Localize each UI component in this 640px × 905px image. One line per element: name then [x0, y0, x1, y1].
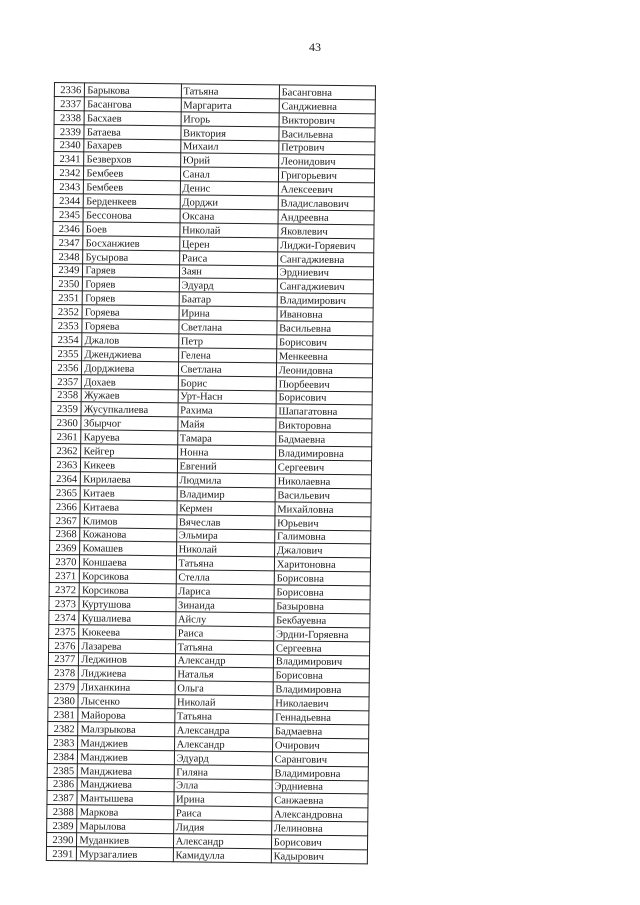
last-name-cell: Корсикова: [79, 583, 175, 598]
patronymic-cell: Алексеевич: [278, 182, 374, 197]
first-name-cell: Стелла: [176, 570, 274, 585]
row-number-cell: 2381: [48, 708, 79, 722]
first-name-cell: Гиляна: [174, 764, 272, 779]
last-name-cell: Мурзагалиев: [77, 847, 173, 862]
last-name-cell: Китаев: [81, 486, 177, 501]
last-name-cell: Горяева: [82, 319, 178, 334]
row-number-cell: 2344: [53, 194, 84, 208]
patronymic-cell: Михайловна: [275, 502, 371, 517]
first-name-cell: Виктория: [180, 126, 278, 141]
names-table: [46, 82, 376, 864]
first-name-cell: Майя: [177, 417, 275, 432]
row-number-cell: 2372: [49, 583, 80, 597]
last-name-cell: Лиджиева: [79, 666, 175, 681]
last-name-cell: Жусупкалиева: [81, 402, 177, 417]
patronymic-cell: Владимировна: [272, 765, 368, 780]
row-number-cell: 2386: [47, 777, 78, 791]
row-number-cell: 2338: [54, 110, 85, 124]
last-name-cell: Дохаев: [82, 375, 178, 390]
first-name-cell: Дорджи: [180, 195, 278, 210]
patronymic-cell: Кадырович: [271, 849, 367, 864]
first-name-cell: Александр: [174, 737, 272, 752]
first-name-cell: Светлана: [178, 320, 276, 335]
first-name-cell: Александра: [174, 723, 272, 738]
row-number-cell: 2376: [49, 638, 80, 652]
patronymic-cell: Эрдни-Горяевна: [273, 627, 369, 642]
first-name-cell: Денис: [180, 181, 278, 196]
patronymic-cell: Галимовна: [274, 529, 370, 544]
first-name-cell: Нонна: [177, 445, 275, 460]
first-name-cell: Светлана: [178, 362, 276, 377]
last-name-cell: Манджиева: [77, 777, 173, 792]
last-name-cell: Горяева: [82, 305, 178, 320]
row-number-cell: 2380: [48, 694, 79, 708]
first-name-cell: Санал: [180, 167, 278, 182]
patronymic-cell: Шапагатовна: [276, 404, 372, 419]
patronymic-cell: Борисович: [276, 335, 372, 350]
patronymic-cell: Басанговна: [279, 85, 375, 100]
row-number-cell: 2368: [50, 527, 81, 541]
last-name-cell: Кюкеева: [79, 625, 175, 640]
patronymic-cell: Борисович: [276, 390, 372, 405]
first-name-cell: Рахима: [178, 403, 276, 418]
last-name-cell: Лысенко: [78, 694, 174, 709]
first-name-cell: Оксана: [180, 209, 278, 224]
last-name-cell: Манджиев: [78, 750, 174, 765]
first-name-cell: Церен: [179, 237, 277, 252]
last-name-cell: Маркова: [77, 805, 173, 820]
patronymic-cell: Лиджи-Горяевич: [278, 238, 374, 253]
last-name-cell: Бессонова: [83, 208, 179, 223]
row-number-cell: 2370: [49, 555, 80, 569]
row-number-cell: 2355: [52, 346, 83, 360]
row-number-cell: 2351: [52, 291, 83, 305]
first-name-cell: Игорь: [181, 112, 279, 127]
patronymic-cell: Викторовна: [276, 418, 372, 433]
row-number-cell: 2354: [52, 333, 83, 347]
patronymic-cell: Эрдниевна: [272, 779, 368, 794]
first-name-cell: Камидулла: [173, 848, 271, 863]
row-number-cell: 2348: [53, 249, 84, 263]
patronymic-cell: Сергеевич: [275, 460, 371, 475]
patronymic-cell: Владимировна: [275, 446, 371, 461]
patronymic-cell: Санжаевна: [272, 793, 368, 808]
last-name-cell: Манджиев: [78, 736, 174, 751]
last-name-cell: Дорджиева: [82, 361, 178, 376]
row-number-cell: 2343: [53, 180, 84, 194]
patronymic-cell: Борисович: [271, 835, 367, 850]
last-name-cell: Бембеев: [84, 166, 180, 181]
last-name-cell: Басангова: [85, 97, 181, 112]
first-name-cell: Владимир: [177, 487, 275, 502]
last-name-cell: Муданкиев: [77, 833, 173, 848]
first-name-cell: Раиса: [179, 251, 277, 266]
first-name-cell: Александр: [173, 834, 271, 849]
last-name-cell: Жужаев: [82, 388, 178, 403]
first-name-cell: Вячеслав: [176, 514, 274, 529]
names-table-wrapper: [46, 82, 376, 864]
first-name-cell: Юрий: [180, 153, 278, 168]
last-name-cell: Коншаева: [80, 555, 176, 570]
last-name-cell: Манджиева: [78, 763, 174, 778]
last-name-cell: Комашев: [80, 541, 176, 556]
first-name-cell: Николай: [175, 695, 273, 710]
last-name-cell: Дженджиева: [82, 347, 178, 362]
last-name-cell: Майорова: [78, 708, 174, 723]
patronymic-cell: Очирович: [272, 738, 368, 753]
patronymic-cell: Бадмаевна: [272, 724, 368, 739]
last-name-cell: Климов: [80, 513, 176, 528]
first-name-cell: Заян: [179, 264, 277, 279]
patronymic-cell: Юрьевич: [275, 515, 371, 530]
row-number-cell: 2349: [52, 263, 83, 277]
last-name-cell: Китаева: [80, 500, 176, 515]
row-number-cell: 2363: [50, 458, 81, 472]
first-name-cell: Лидия: [173, 820, 271, 835]
row-number-cell: 2342: [53, 166, 84, 180]
last-name-cell: Босханжиев: [83, 236, 179, 251]
patronymic-cell: Владимирович: [273, 654, 369, 669]
last-name-cell: Джалов: [82, 333, 178, 348]
first-name-cell: Николай: [179, 223, 277, 238]
patronymic-cell: Харитоновна: [274, 557, 370, 572]
patronymic-cell: Менкеевна: [276, 349, 372, 364]
row-number-cell: 2378: [48, 666, 79, 680]
patronymic-cell: Васильевич: [275, 488, 371, 503]
row-number-cell: 2365: [50, 485, 81, 499]
last-name-cell: Батаева: [84, 124, 180, 139]
row-number-cell: 2371: [49, 569, 80, 583]
first-name-cell: Кермен: [177, 501, 275, 516]
row-number-cell: 2387: [47, 791, 78, 805]
row-number-cell: 2352: [52, 305, 83, 319]
patronymic-cell: Васильевна: [277, 321, 373, 336]
patronymic-cell: Яковлевич: [278, 224, 374, 239]
last-name-cell: Боев: [83, 222, 179, 237]
first-name-cell: Татьяна: [175, 639, 273, 654]
row-number-cell: 2391: [46, 846, 77, 860]
patronymic-cell: Бекбауевна: [274, 613, 370, 628]
patronymic-cell: Владиславович: [278, 196, 374, 211]
row-number-cell: 2389: [47, 819, 78, 833]
row-number-cell: 2373: [49, 596, 80, 610]
page-number: 43: [309, 40, 321, 54]
patronymic-cell: Базыровна: [274, 599, 370, 614]
first-name-cell: Татьяна: [176, 556, 274, 571]
row-number-cell: 2388: [47, 805, 78, 819]
patronymic-cell: Сарангович: [272, 752, 368, 767]
last-name-cell: Горяев: [83, 291, 179, 306]
table-body: [46, 83, 375, 864]
last-name-cell: Малзрыкова: [78, 722, 174, 737]
patronymic-cell: Борисовна: [274, 585, 370, 600]
row-number-cell: 2382: [48, 721, 79, 735]
first-name-cell: Ирина: [179, 306, 277, 321]
row-number-cell: 2361: [51, 430, 82, 444]
row-number-cell: 2379: [48, 680, 79, 694]
row-number-cell: 2356: [51, 360, 82, 374]
last-name-cell: Бембеев: [84, 180, 180, 195]
last-name-cell: Кикеев: [81, 458, 177, 473]
last-name-cell: Леджинов: [79, 652, 175, 667]
last-name-cell: Лазарева: [79, 638, 175, 653]
patronymic-cell: Санджиевна: [279, 99, 375, 114]
first-name-cell: Тамара: [177, 431, 275, 446]
row-number-cell: 2383: [48, 735, 79, 749]
row-number-cell: 2384: [47, 749, 78, 763]
patronymic-cell: Сангаджиевна: [277, 252, 373, 267]
last-name-cell: Кожанова: [80, 527, 176, 542]
row-number-cell: 2336: [54, 83, 85, 97]
last-name-cell: Берденкеев: [84, 194, 180, 209]
row-number-cell: 2337: [54, 96, 85, 110]
patronymic-cell: Владимирович: [277, 293, 373, 308]
row-number-cell: 2375: [49, 624, 80, 638]
row-number-cell: 2340: [54, 138, 85, 152]
last-name-cell: Марылова: [77, 819, 173, 834]
first-name-cell: Евгений: [177, 459, 275, 474]
patronymic-cell: Леонидовна: [276, 363, 372, 378]
first-name-cell: Ольга: [175, 681, 273, 696]
row-number-cell: 2374: [49, 610, 80, 624]
row-number-cell: 2366: [50, 499, 81, 513]
row-number-cell: 2347: [53, 235, 84, 249]
patronymic-cell: Лелиновна: [271, 821, 367, 836]
patronymic-cell: Николаевна: [275, 474, 371, 489]
last-name-cell: Гаряев: [83, 263, 179, 278]
row-number-cell: 2353: [52, 319, 83, 333]
row-number-cell: 2377: [48, 652, 79, 666]
first-name-cell: Петр: [178, 334, 276, 349]
last-name-cell: Корсикова: [80, 569, 176, 584]
patronymic-cell: Эрдниевич: [277, 265, 373, 280]
row-number-cell: 2358: [51, 388, 82, 402]
row-number-cell: 2345: [53, 208, 84, 222]
last-name-cell: Барыкова: [85, 83, 181, 98]
first-name-cell: Айслу: [175, 612, 273, 627]
row-number-cell: 2350: [52, 277, 83, 291]
first-name-cell: Эдуард: [174, 751, 272, 766]
first-name-cell: Михаил: [180, 139, 278, 154]
patronymic-cell: Васильевна: [279, 127, 375, 142]
first-name-cell: Урт-Насн: [178, 389, 276, 404]
table-row: [46, 846, 367, 863]
last-name-cell: Куртушова: [79, 597, 175, 612]
row-number-cell: 2364: [50, 471, 81, 485]
last-name-cell: Горяев: [83, 277, 179, 292]
first-name-cell: Николай: [176, 542, 274, 557]
patronymic-cell: Ивановна: [277, 307, 373, 322]
patronymic-cell: Владимировна: [273, 682, 369, 697]
patronymic-cell: Борисовна: [273, 668, 369, 683]
first-name-cell: Зинаида: [176, 598, 274, 613]
patronymic-cell: Джалович: [274, 543, 370, 558]
last-name-cell: Безверхов: [84, 152, 180, 167]
patronymic-cell: Андреевна: [278, 210, 374, 225]
first-name-cell: Эльмира: [176, 528, 274, 543]
last-name-cell: Бусырова: [83, 250, 179, 265]
first-name-cell: Баатар: [179, 292, 277, 307]
patronymic-cell: Геннадьевна: [273, 710, 369, 725]
first-name-cell: Маргарита: [181, 98, 279, 113]
row-number-cell: 2390: [46, 833, 77, 847]
patronymic-cell: Сангаджиевич: [277, 279, 373, 294]
patronymic-cell: Петрович: [279, 140, 375, 155]
first-name-cell: Элла: [174, 778, 272, 793]
row-number-cell: 2360: [51, 416, 82, 430]
row-number-cell: 2359: [51, 402, 82, 416]
last-name-cell: Кейгер: [81, 444, 177, 459]
last-name-cell: Лиханкина: [78, 680, 174, 695]
first-name-cell: Борис: [178, 376, 276, 391]
patronymic-cell: Леонидович: [278, 154, 374, 169]
last-name-cell: Басхаев: [84, 111, 180, 126]
first-name-cell: Гелена: [178, 348, 276, 363]
first-name-cell: Александр: [175, 653, 273, 668]
first-name-cell: Татьяна: [181, 84, 279, 99]
first-name-cell: Наталья: [175, 667, 273, 682]
patronymic-cell: Борисовна: [274, 571, 370, 586]
patronymic-cell: Сергеевна: [273, 640, 369, 655]
row-number-cell: 2339: [54, 124, 85, 138]
last-name-cell: Кирилаева: [81, 472, 177, 487]
last-name-cell: Бахарев: [84, 138, 180, 153]
last-name-cell: Збырчог: [81, 416, 177, 431]
first-name-cell: Раиса: [175, 626, 273, 641]
first-name-cell: Эдуард: [179, 278, 277, 293]
patronymic-cell: Александровна: [272, 807, 368, 822]
row-number-cell: 2357: [51, 374, 82, 388]
first-name-cell: Лариса: [176, 584, 274, 599]
last-name-cell: Мантышева: [77, 791, 173, 806]
row-number-cell: 2341: [54, 152, 85, 166]
row-number-cell: 2362: [51, 444, 82, 458]
first-name-cell: Татьяна: [174, 709, 272, 724]
last-name-cell: Кушалиева: [79, 611, 175, 626]
patronymic-cell: Николаевич: [273, 696, 369, 711]
last-name-cell: Каруева: [81, 430, 177, 445]
row-number-cell: 2367: [50, 513, 81, 527]
patronymic-cell: Бадмаевна: [275, 432, 371, 447]
patronymic-cell: Григорьевич: [278, 168, 374, 183]
first-name-cell: Людмила: [177, 473, 275, 488]
row-number-cell: 2346: [53, 221, 84, 235]
row-number-cell: 2369: [50, 541, 81, 555]
patronymic-cell: Пюрбеевич: [276, 377, 372, 392]
patronymic-cell: Викторович: [279, 113, 375, 128]
first-name-cell: Ирина: [173, 792, 271, 807]
row-number-cell: 2385: [47, 763, 78, 777]
first-name-cell: Раиса: [173, 806, 271, 821]
